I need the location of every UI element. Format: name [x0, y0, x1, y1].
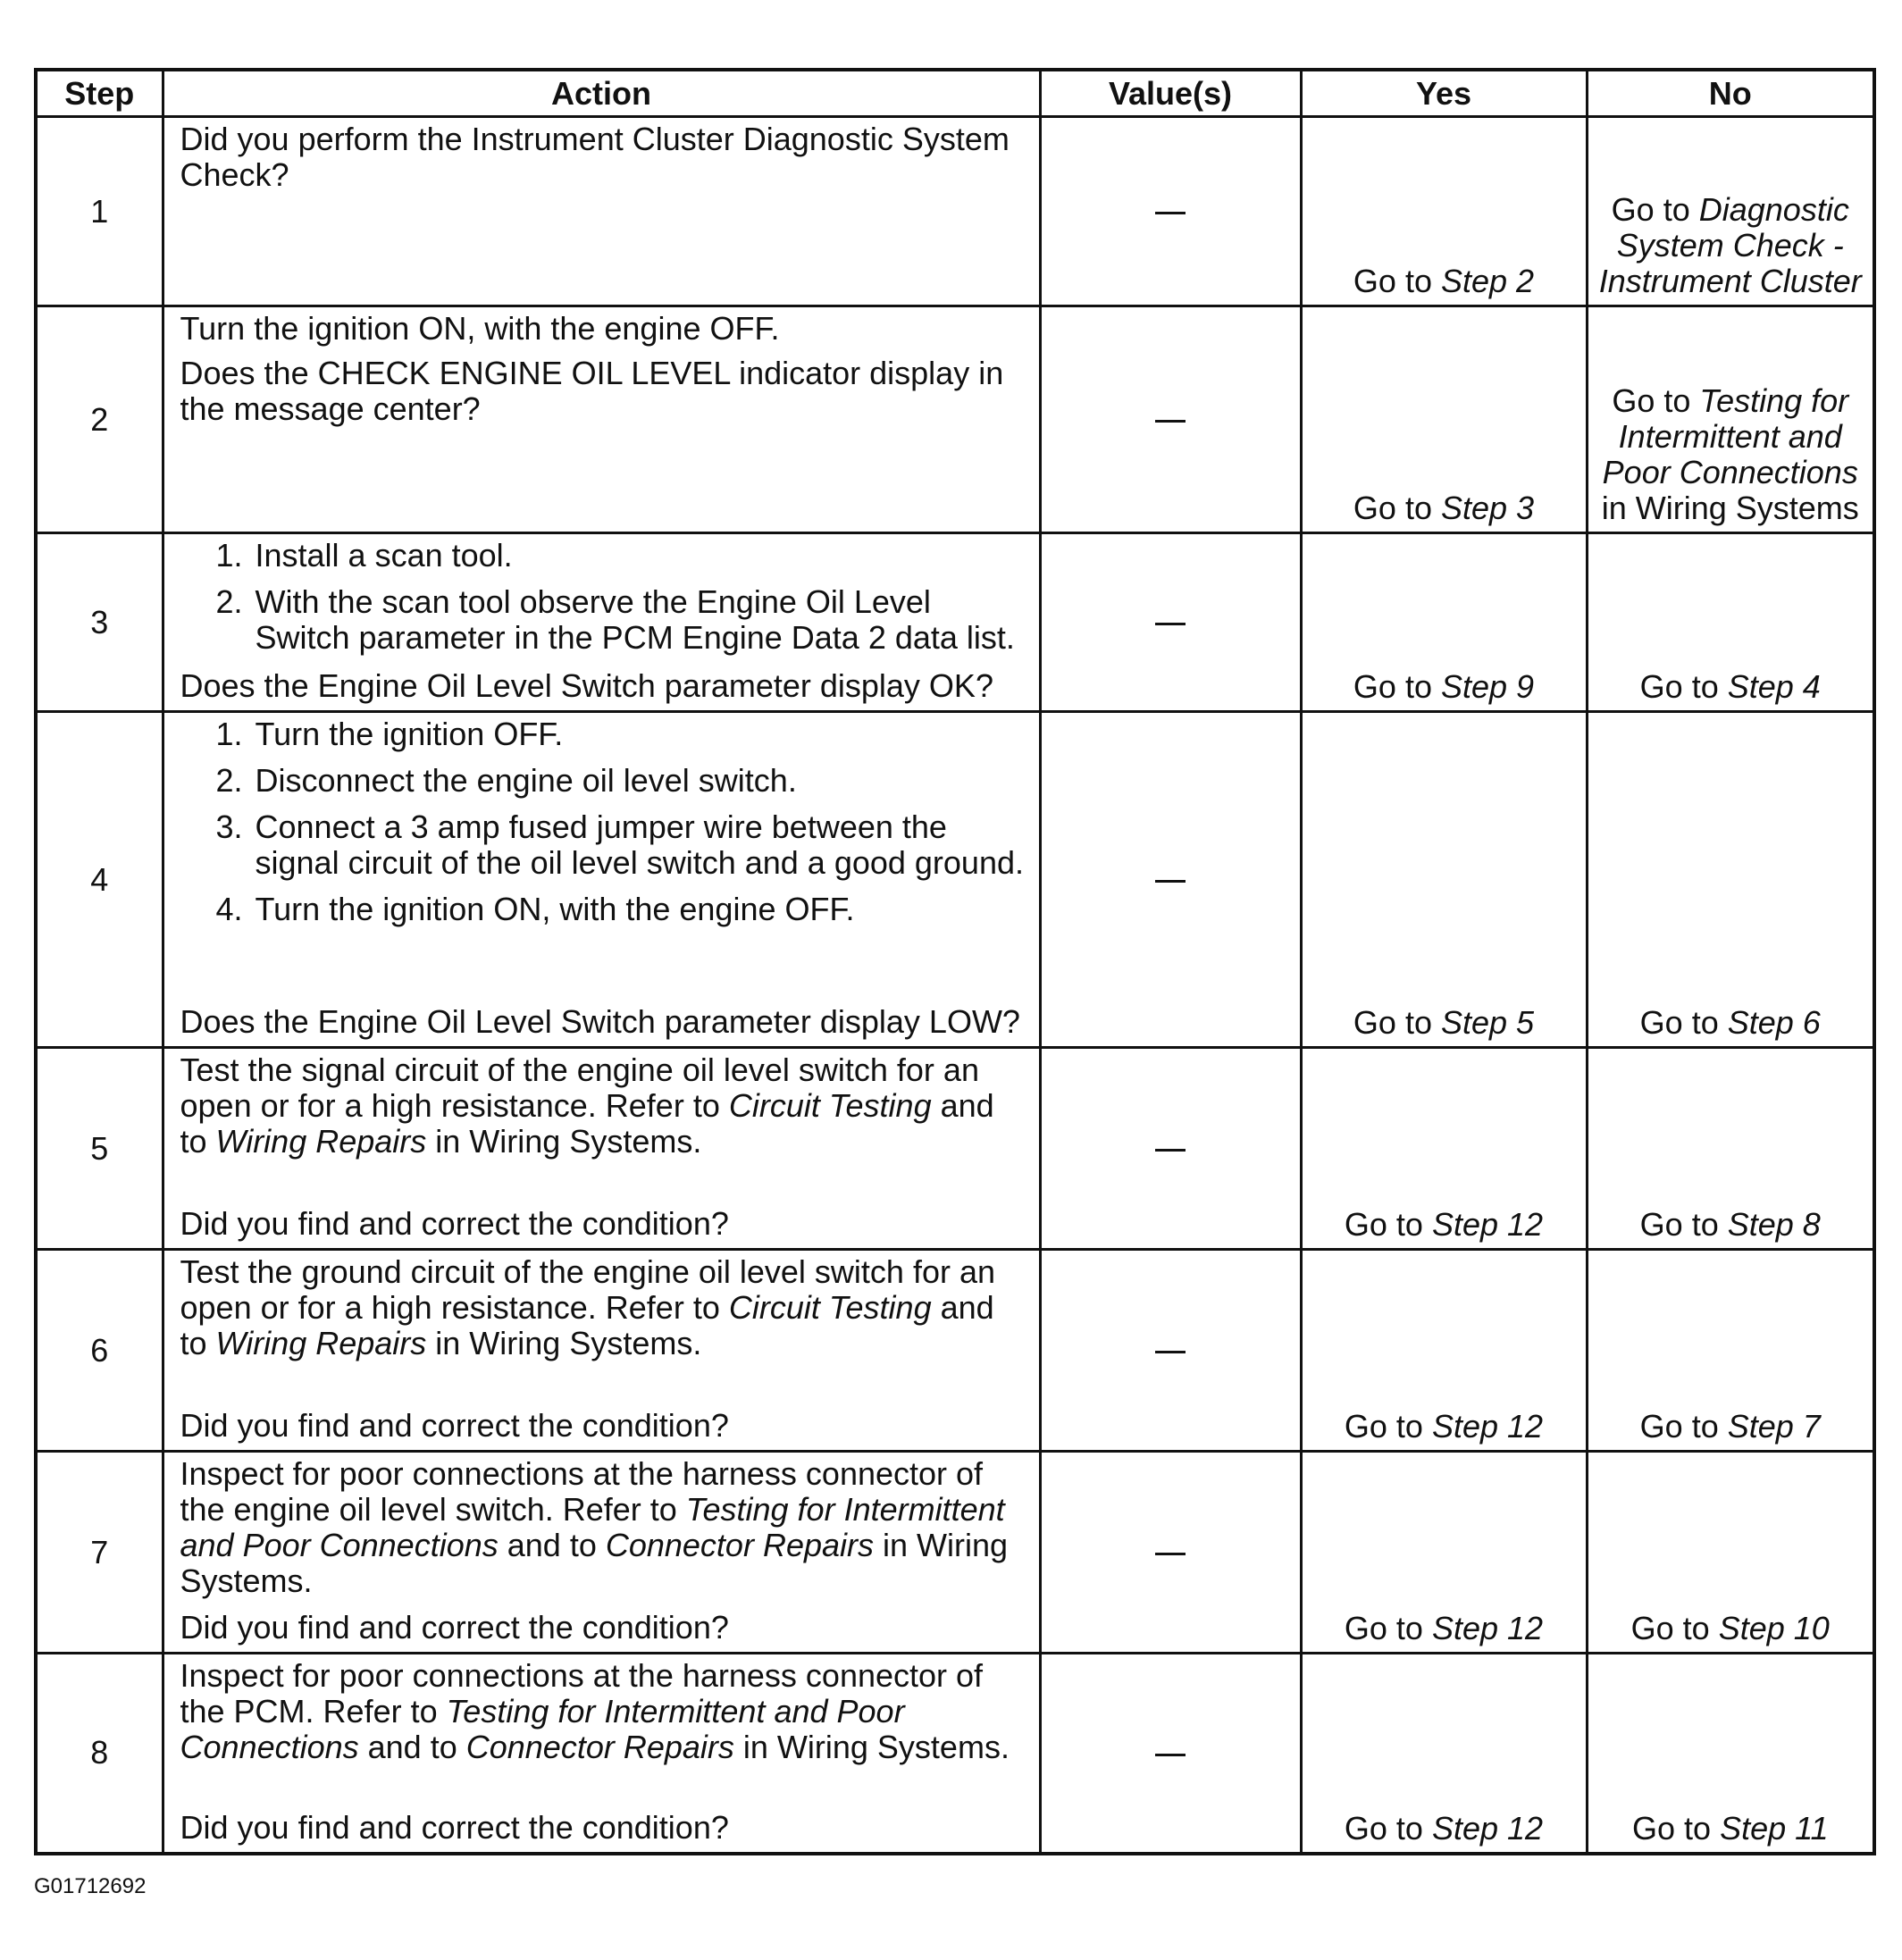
reference-link: Connector Repairs [465, 1729, 734, 1765]
action-paragraph: Turn the ignition ON, with the engine OFF. [180, 310, 780, 347]
action-cell [163, 533, 1040, 712]
action-cell [163, 306, 1040, 533]
step-number: 2 [36, 306, 163, 533]
no-cell [1587, 1048, 1874, 1250]
no-cell [1587, 306, 1874, 533]
reference-link: Circuit Testing [728, 1087, 932, 1124]
no-prefix: Go to [1639, 1206, 1728, 1243]
table-row [36, 1654, 1874, 1854]
reference-link: Wiring Repairs [215, 1123, 427, 1160]
action-question: Did you find and correct the condition? [180, 1809, 729, 1846]
no-step-link[interactable]: Step 8 [1727, 1206, 1821, 1243]
yes-cell [1301, 117, 1587, 306]
value-cell [1040, 117, 1301, 306]
action-text-segment: Test the signal circuit of the engine oil level switch for an open or for a high resistance. Refer to [180, 1051, 979, 1124]
table-row [36, 533, 1874, 712]
header-yes: Yes [1301, 70, 1587, 117]
no-prefix: Go to [1612, 382, 1700, 419]
action-text-segment: Inspect for poor connections at the harness connector of the PCM. Refer to [180, 1657, 984, 1730]
no-step-link[interactable]: Step 4 [1727, 668, 1821, 705]
action-body [180, 538, 1026, 665]
action-step-item: 2. With the scan tool observe the Engine Oil Level Switch parameter in the PCM Engine Data 2 data list. [252, 584, 1026, 656]
action-paragraph: Did you perform the Instrument Cluster Diagnostic System Check? [180, 121, 1010, 193]
yes-step-link[interactable]: Step 12 [1431, 1809, 1544, 1847]
yes-prefix: Go to [1353, 1004, 1441, 1041]
action-step-item: 3. Connect a 3 amp fused jumper wire between the signal circuit of the oil level switch and a good ground. [252, 809, 1026, 881]
step-number: 6 [36, 1250, 163, 1452]
yes-prefix: Go to [1353, 263, 1441, 299]
reference-link: Connector Repairs [605, 1527, 874, 1563]
step-number: 5 [36, 1048, 163, 1250]
action-question: Does the Engine Oil Level Switch parameter display LOW? [180, 1003, 1020, 1040]
table-row [36, 117, 1874, 306]
value-cell [1040, 1250, 1301, 1452]
no-prefix: Go to [1639, 1408, 1728, 1445]
yes-step-link[interactable]: Step 12 [1431, 1408, 1544, 1445]
step-number: 3 [36, 533, 163, 712]
no-step-link[interactable]: Testing for Intermittent and Poor Connections [1602, 382, 1858, 490]
yes-cell [1301, 533, 1587, 712]
action-text [180, 1658, 1026, 1765]
yes-prefix: Go to [1353, 668, 1441, 705]
action-cell [163, 1452, 1040, 1654]
yes-prefix: Go to [1344, 1610, 1432, 1646]
step-number: 7 [36, 1452, 163, 1654]
reference-link: Testing for Intermittent and Poor Connections [180, 1693, 905, 1765]
header-no: No [1587, 70, 1874, 117]
value-cell [1040, 1654, 1301, 1854]
no-cell [1587, 1452, 1874, 1654]
yes-cell [1301, 1452, 1587, 1654]
no-step-link[interactable]: Step 7 [1727, 1408, 1821, 1445]
yes-cell [1301, 712, 1587, 1048]
action-question: Does the Engine Oil Level Switch parameter display OK? [180, 667, 993, 704]
yes-step-link[interactable]: Step 5 [1440, 1004, 1535, 1041]
no-cell [1587, 533, 1874, 712]
no-prefix: Go to [1639, 668, 1728, 705]
action-body [180, 311, 1026, 427]
action-text-segment: in Wiring Systems. [426, 1325, 702, 1361]
reference-link: Testing for Intermittent and Poor Connections [180, 1491, 1005, 1563]
action-text-segment: in Wiring Systems. [733, 1729, 1010, 1765]
header-values: Value(s) [1040, 70, 1301, 117]
table-body [36, 117, 1874, 1854]
value-dash [1155, 880, 1186, 883]
action-text-segment: and to [358, 1729, 466, 1765]
value-cell [1040, 1452, 1301, 1654]
yes-step-link[interactable]: Step 12 [1431, 1610, 1544, 1646]
yes-prefix: Go to [1344, 1809, 1432, 1847]
action-content [180, 1658, 1026, 1846]
yes-step-link[interactable]: Step 3 [1440, 490, 1535, 526]
value-dash [1155, 1149, 1186, 1152]
no-suffix: in Wiring Systems [1601, 490, 1859, 526]
action-content [180, 1052, 1026, 1242]
no-step-link[interactable]: Diagnostic System Check - Instrument Cluster [1598, 191, 1862, 299]
reference-link: Wiring Repairs [215, 1325, 427, 1361]
no-prefix: Go to [1611, 191, 1699, 228]
action-body [180, 1658, 1026, 1765]
no-cell [1587, 117, 1874, 306]
value-dash [1155, 212, 1186, 214]
action-step-item: 4. Turn the ignition ON, with the engine OFF. [252, 892, 1026, 927]
no-step-link[interactable]: Step 11 [1720, 1809, 1829, 1847]
action-body [180, 1456, 1026, 1599]
yes-cell [1301, 306, 1587, 533]
table-row [36, 306, 1874, 533]
figure-id: G01712692 [34, 1874, 147, 1898]
value-cell [1040, 533, 1301, 712]
action-text-segment: and to [498, 1527, 606, 1563]
table-row [36, 1250, 1874, 1452]
action-text [180, 1456, 1026, 1599]
step-number: 8 [36, 1654, 163, 1854]
no-cell [1587, 1654, 1874, 1854]
action-steps-list [180, 538, 1026, 656]
action-content [180, 1254, 1026, 1444]
no-step-link[interactable]: Step 10 [1718, 1610, 1830, 1646]
action-cell [163, 1250, 1040, 1452]
value-dash [1155, 1553, 1186, 1555]
table-row [36, 1452, 1874, 1654]
action-text-segment: Test the ground circuit of the engine oil level switch for an open or for a high resistance. Refer to [180, 1253, 995, 1326]
no-cell [1587, 712, 1874, 1048]
action-paragraph: Does the CHECK ENGINE OIL LEVEL indicator display in the message center? [180, 355, 1004, 427]
action-content [180, 716, 1026, 1040]
action-body [180, 121, 1026, 193]
yes-cell [1301, 1048, 1587, 1250]
action-text-segment: Inspect for poor connections at the harness connector of the engine oil level switch. Refer to [180, 1455, 984, 1528]
yes-prefix: Go to [1344, 1206, 1432, 1243]
no-prefix: Go to [1639, 1004, 1728, 1041]
diagnostic-table [34, 68, 1876, 1855]
value-cell [1040, 306, 1301, 533]
action-text-segment: and to [180, 1087, 994, 1160]
action-question: Did you find and correct the condition? [180, 1407, 729, 1444]
action-question: Did you find and correct the condition? [180, 1609, 729, 1646]
action-cell [163, 117, 1040, 306]
reference-link: Circuit Testing [728, 1289, 932, 1326]
action-cell [163, 1048, 1040, 1250]
yes-step-link[interactable]: Step 12 [1431, 1206, 1544, 1243]
step-number: 4 [36, 712, 163, 1048]
action-text [180, 1254, 1026, 1361]
value-cell [1040, 1048, 1301, 1250]
value-dash [1155, 420, 1186, 423]
yes-prefix: Go to [1353, 490, 1441, 526]
action-content [180, 311, 1026, 525]
value-cell [1040, 712, 1301, 1048]
action-body [180, 716, 1026, 936]
action-step-item: 2. Disconnect the engine oil level switch. [252, 763, 1026, 799]
action-text [180, 1052, 1026, 1160]
yes-step-link[interactable]: Step 9 [1440, 668, 1535, 705]
action-text-segment: in Wiring Systems. [426, 1123, 702, 1160]
yes-cell [1301, 1654, 1587, 1854]
no-prefix: Go to [1630, 1610, 1719, 1646]
action-step-item: 1. Install a scan tool. [252, 538, 1026, 574]
header-row [36, 70, 1874, 117]
action-question: Did you find and correct the condition? [180, 1205, 729, 1242]
action-body [180, 1254, 1026, 1361]
header-step: Step [36, 70, 163, 117]
no-step-link[interactable]: Step 6 [1727, 1004, 1821, 1041]
table-row [36, 1048, 1874, 1250]
action-content [180, 121, 1026, 298]
no-cell [1587, 1250, 1874, 1452]
value-dash [1155, 1351, 1186, 1353]
value-dash [1155, 1754, 1186, 1756]
yes-step-link[interactable]: Step 2 [1440, 263, 1535, 299]
yes-prefix: Go to [1344, 1408, 1432, 1445]
action-step-item: 1. Turn the ignition OFF. [252, 716, 1026, 752]
action-content [180, 538, 1026, 704]
value-dash [1155, 623, 1186, 625]
action-text-segment: in Wiring Systems. [180, 1527, 1009, 1599]
action-text-segment: and to [180, 1289, 994, 1361]
action-cell [163, 712, 1040, 1048]
header-action: Action [163, 70, 1040, 117]
action-content [180, 1456, 1026, 1646]
action-body [180, 1052, 1026, 1160]
yes-cell [1301, 1250, 1587, 1452]
action-steps-list [180, 716, 1026, 927]
no-prefix: Go to [1632, 1809, 1721, 1847]
action-cell [163, 1654, 1040, 1854]
table-row [36, 712, 1874, 1048]
step-number: 1 [36, 117, 163, 306]
